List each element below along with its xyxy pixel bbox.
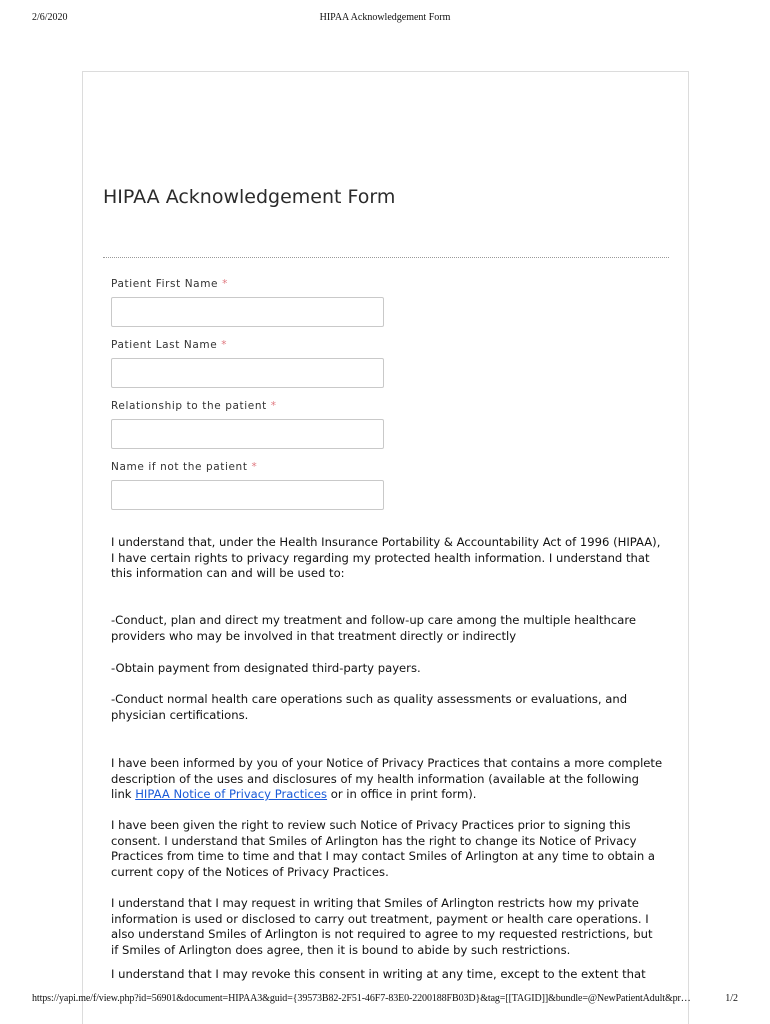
consent-paragraph-4: -Conduct normal health care operations such as quality assessments or evaluations, and physician certifications. xyxy=(111,692,628,722)
patient-first-name-input[interactable] xyxy=(111,297,384,327)
required-marker: * xyxy=(270,400,277,412)
name-if-not-patient-label: Name if not the patient * xyxy=(111,461,258,473)
required-marker: * xyxy=(222,278,228,290)
form-title: HIPAA Acknowledgement Form xyxy=(103,186,396,208)
field-name-if-not-patient xyxy=(111,461,384,510)
required-marker: * xyxy=(251,461,258,473)
print-page-number: 1/2 xyxy=(725,993,738,1004)
patient-last-name-input[interactable] xyxy=(111,358,384,388)
field-patient-first-name xyxy=(111,278,384,327)
form-card xyxy=(82,71,689,1024)
patient-first-name-label: Patient First Name * xyxy=(111,278,228,290)
print-header xyxy=(0,12,770,28)
consent-paragraph-5: I have been informed by you of your Notice of Privacy Practices that contains a more complete description of the uses and disclosures of my health information (available at the following link HIPAA Notice of Privacy Practices or in office in print form). xyxy=(111,756,663,802)
hipaa-notice-link[interactable]: HIPAA Notice of Privacy Practices xyxy=(135,787,328,802)
consent-paragraph-6: I have been given the right to review such Notice of Privacy Practices prior to signing this consent. I understand that Smiles of Arlington has the right to change its Notice of Privacy Practices from time to time and that I may contact Smiles of Arlington at any time to obtain a current copy of the Notices of Privacy Practices. xyxy=(111,818,655,879)
consent-paragraph-1: I understand that, under the Health Insurance Portability & Accountability Act of 1996 (HIPAA), I have certain rights to privacy regarding my protected health information. I understand that this information can and will be used to: xyxy=(111,535,661,581)
print-date: 2/6/2020 xyxy=(32,12,68,23)
patient-last-name-label: Patient Last Name * xyxy=(111,339,228,351)
consent-paragraph-8: I understand that I may revoke this consent in writing at any time, except to the extent that xyxy=(111,967,646,981)
consent-paragraph-7: I understand that I may request in writing that Smiles of Arlington restricts how my private information is used or disclosed to carry out treatment, payment or health care operations. I also understand Smiles of Arlington is not required to agree to my requested restrictions, but if Smiles of Arlington does agree, then it is bound to abide by such restrictions. xyxy=(111,896,653,957)
relationship-label: Relationship to the patient * xyxy=(111,400,277,412)
print-footer xyxy=(0,993,770,1009)
field-patient-last-name xyxy=(111,339,384,388)
required-marker: * xyxy=(221,339,228,351)
name-if-not-patient-input[interactable] xyxy=(111,480,384,510)
relationship-input[interactable] xyxy=(111,419,384,449)
consent-paragraph-2: -Conduct, plan and direct my treatment and follow-up care among the multiple healthcare providers who may be involved in that treatment directly or indirectly xyxy=(111,613,636,643)
consent-paragraph-3: -Obtain payment from designated third-party payers. xyxy=(111,661,421,675)
field-relationship xyxy=(111,400,384,449)
print-url: https://yapi.me/f/view.php?id=56901&document=HIPAA3&guid={39573B82-2F51-46F7-83E0-2200188FB03D}&tag=[[TAGID]]&bundle=@NewPatientAdult&pr… xyxy=(32,993,691,1004)
print-page-title: HIPAA Acknowledgement Form xyxy=(319,12,451,23)
title-divider xyxy=(103,257,669,258)
